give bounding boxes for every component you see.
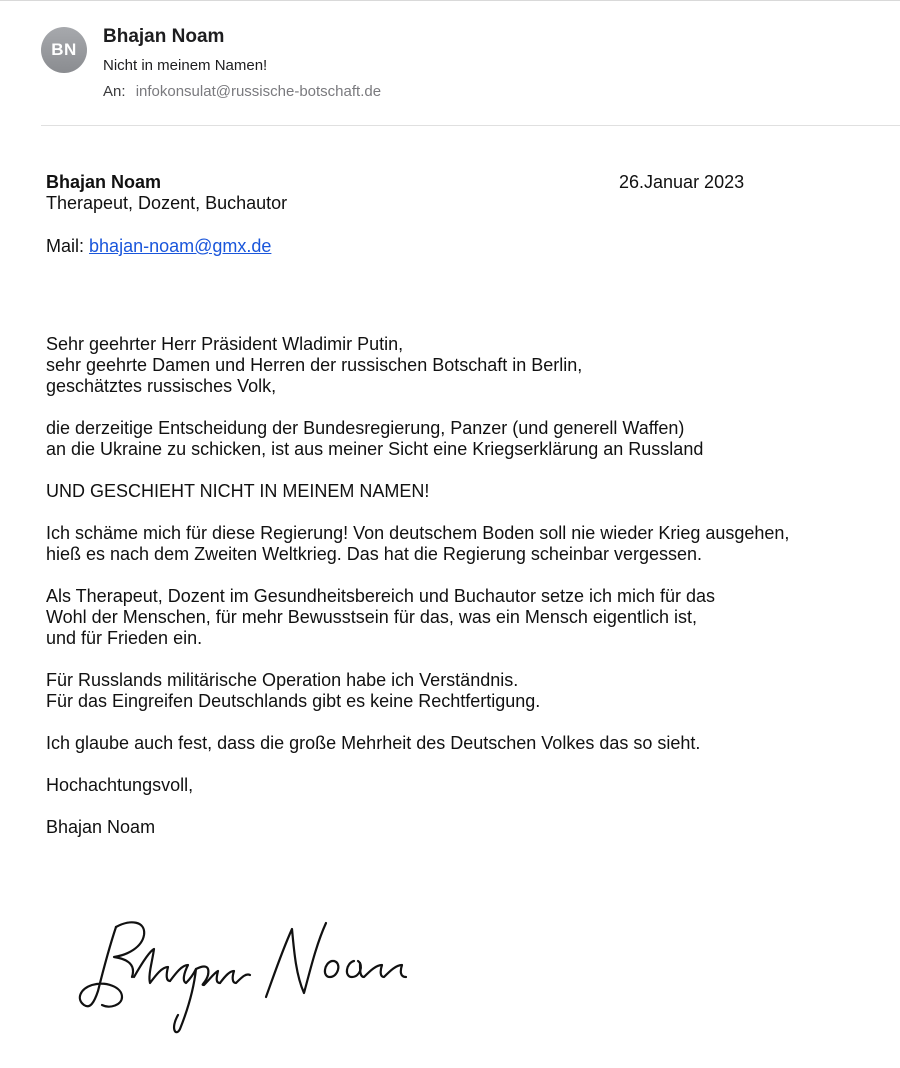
- mail-label: Mail:: [46, 236, 85, 256]
- paragraph-line: Für das Eingreifen Deutschlands gibt es keine Rechtfertigung.: [46, 691, 541, 711]
- paragraph-line: Ich schäme mich für diese Regierung! Von deutschem Boden soll nie wieder Krieg ausgehen,: [46, 523, 790, 543]
- salutation-line: Sehr geehrter Herr Präsident Wladimir Putin,: [46, 334, 404, 354]
- sender-name[interactable]: Bhajan Noam: [103, 26, 225, 47]
- paragraph-line: an die Ukraine zu schicken, ist aus meiner Sicht eine Kriegserklärung an Russland: [46, 439, 704, 459]
- header-divider: [41, 125, 900, 126]
- signoff: [46, 817, 886, 838]
- recipient-row: [103, 83, 381, 100]
- signoff-name: Bhajan Noam: [46, 817, 156, 837]
- paragraph-3: [46, 523, 886, 565]
- closing: [46, 775, 886, 796]
- paragraph-line: Wohl der Menschen, für mehr Bewusstsein für das, was ein Mensch eigentlich ist,: [46, 607, 697, 627]
- paragraph-line: Für Russlands militärische Operation habe ich Verständnis.: [46, 670, 519, 690]
- paragraph-2: [46, 481, 886, 502]
- paragraph-line: die derzeitige Entscheidung der Bundesregierung, Panzer (und generell Waffen): [46, 418, 685, 438]
- letter-date: 26.Januar 2023: [619, 172, 745, 192]
- salutation-line: geschätztes russisches Volk,: [46, 376, 277, 396]
- paragraph-line: UND GESCHIEHT NICHT IN MEINEM NAMEN!: [46, 481, 430, 501]
- letter-author: Bhajan Noam: [46, 172, 162, 192]
- to-label: An:: [103, 83, 126, 100]
- paragraph-4: [46, 586, 886, 649]
- recipient-address[interactable]: infokonsulat@russische-botschaft.de: [135, 83, 382, 100]
- handwritten-signature: [70, 905, 430, 1035]
- paragraph-5: [46, 670, 886, 712]
- email-header: [0, 0, 900, 126]
- mail-row: [46, 236, 886, 257]
- paragraph-line: Als Therapeut, Dozent im Gesundheitsbereich und Buchautor setze ich mich für das: [46, 586, 716, 606]
- paragraph-line: Ich glaube auch fest, dass die große Mehrheit des Deutschen Volkes das so sieht.: [46, 733, 701, 753]
- paragraph-6: [46, 733, 886, 754]
- mail-link[interactable]: bhajan-noam@gmx.de: [89, 236, 272, 256]
- paragraph-line: und für Frieden ein.: [46, 628, 203, 648]
- letter-body: [46, 172, 886, 838]
- paragraph-line: hieß es nach dem Zweiten Weltkrieg. Das hat die Regierung scheinbar vergessen.: [46, 544, 703, 564]
- salutation: [46, 334, 886, 397]
- letter-profession: Therapeut, Dozent, Buchautor: [46, 193, 288, 213]
- paragraph-1: [46, 418, 886, 460]
- salutation-line: sehr geehrte Damen und Herren der russischen Botschaft in Berlin,: [46, 355, 583, 375]
- email-subject: Nicht in meinem Namen!: [103, 57, 268, 74]
- avatar[interactable]: BN: [41, 27, 87, 73]
- closing-line: Hochachtungsvoll,: [46, 775, 194, 795]
